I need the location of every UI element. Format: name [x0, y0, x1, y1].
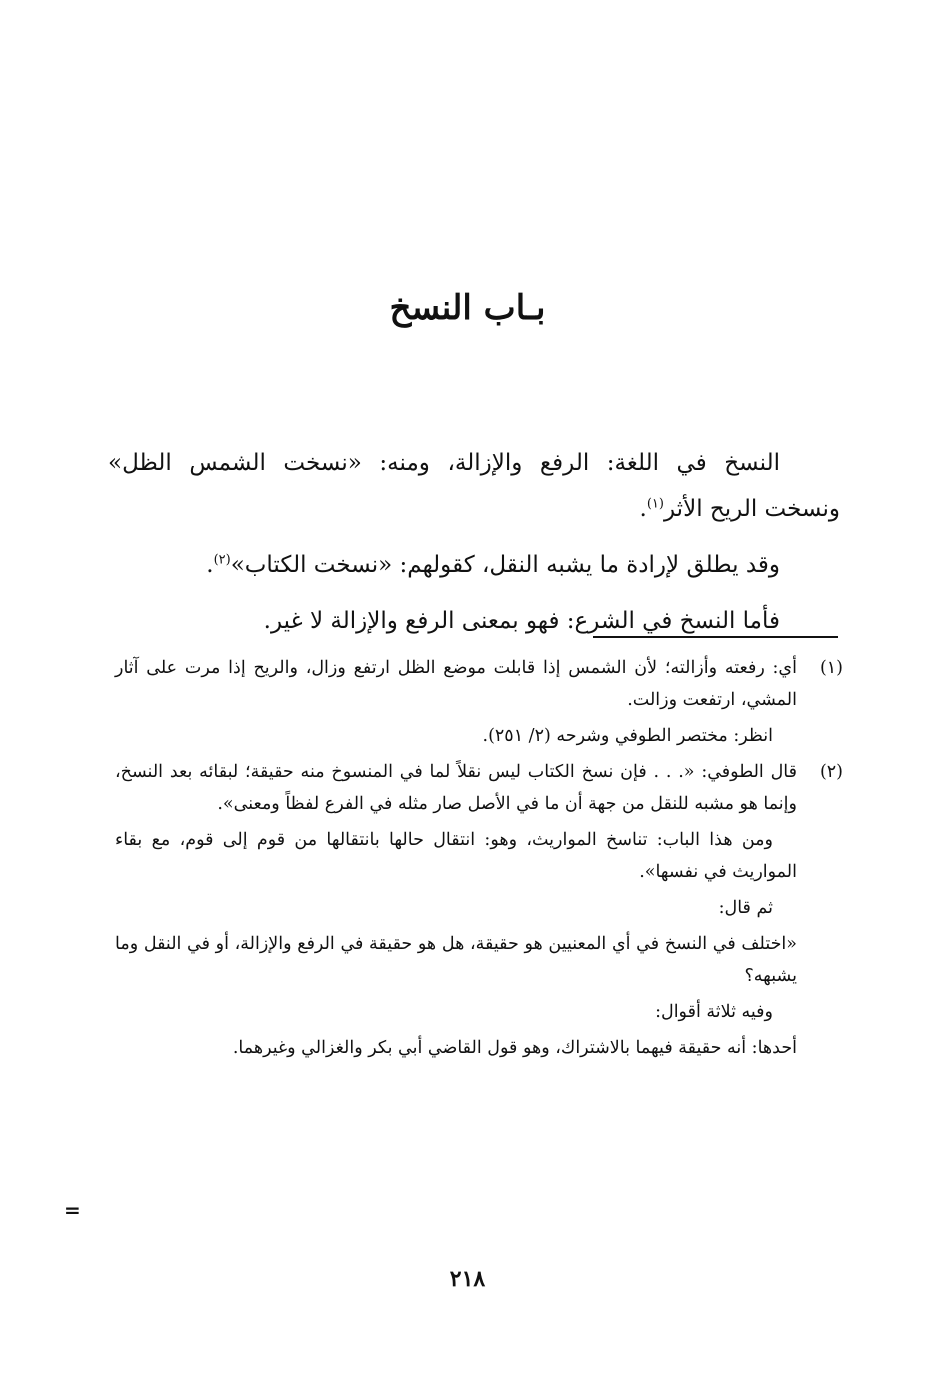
footnote-ref-2[interactable]: (٢) — [213, 552, 231, 568]
paragraph-legal-definition: فأما النسخ في الشرع: فهو بمعنى الرفع والإزالة لا غير. — [263, 608, 780, 634]
paragraph-end: . — [206, 552, 214, 578]
paragraph-transfer-meaning — [108, 542, 840, 588]
footnote-text: وفيه ثلاثة أقوال: — [655, 1002, 773, 1022]
footnotes — [115, 652, 843, 1068]
footnote-number: (١) — [819, 658, 843, 678]
footnote-reference: انظر: مختصر الطوفي وشرحه (٢/ ٢٥١). — [482, 726, 773, 746]
paragraph-text: النسخ في اللغة: الرفع والإزالة، ومنه: «نسخت الشمس الظل» ونسخت الريح الأثر — [108, 450, 840, 522]
footnote-separator — [593, 636, 838, 638]
footnote-text: قال الطوفي: «. . . فإن نسخ الكتاب ليس نقلاً لما في المنسوخ منه حقيقة؛ لبقائه بعد النسخ، وإنما هو مشبه للنقل من جهة أن ما في الأصل صار مثله في الفرع لفظاً ومعنى». — [115, 762, 797, 814]
footnote-text: «اختلف في النسخ في أي المعنيين هو حقيقة، هل هو حقيقة في الرفع والإزالة، أو في النقل وما يشبهه؟ — [115, 934, 797, 986]
footnote-number: (٢) — [819, 762, 843, 782]
paragraph-end: . — [639, 496, 647, 522]
continuation-mark: = — [64, 1198, 81, 1222]
footnote-text: ومن هذا الباب: تناسخ المواريث، وهو: انتقال حالها بانتقالها من قوم إلى قوم، مع بقاء المواريث في نفسها». — [115, 830, 797, 882]
page-number: ٢١٨ — [449, 1266, 486, 1292]
footnote-text: أي: رفعته وأزالته؛ لأن الشمس إذا قابلت موضع الظل ارتفع وزال، والريح إذا مرت على آثار المشي، ارتفعت وزالت. — [115, 658, 797, 710]
paragraph-language-definition — [108, 440, 840, 532]
footnote-ref-1[interactable]: (١) — [646, 496, 664, 512]
footnote-2 — [115, 756, 843, 1064]
main-text — [108, 440, 840, 654]
paragraph-text: وقد يطلق لإرادة ما يشبه النقل، كقولهم: «نسخت الكتاب» — [230, 552, 780, 578]
footnote-text: ثم قال: — [718, 898, 773, 918]
chapter-title: بـاب النسخ — [389, 288, 546, 328]
footnote-text: أحدها: أنه حقيقة فيهما بالاشتراك، وهو قول القاضي أبي بكر والغزالي وغيرهما. — [232, 1038, 797, 1058]
footnote-1 — [115, 652, 843, 752]
